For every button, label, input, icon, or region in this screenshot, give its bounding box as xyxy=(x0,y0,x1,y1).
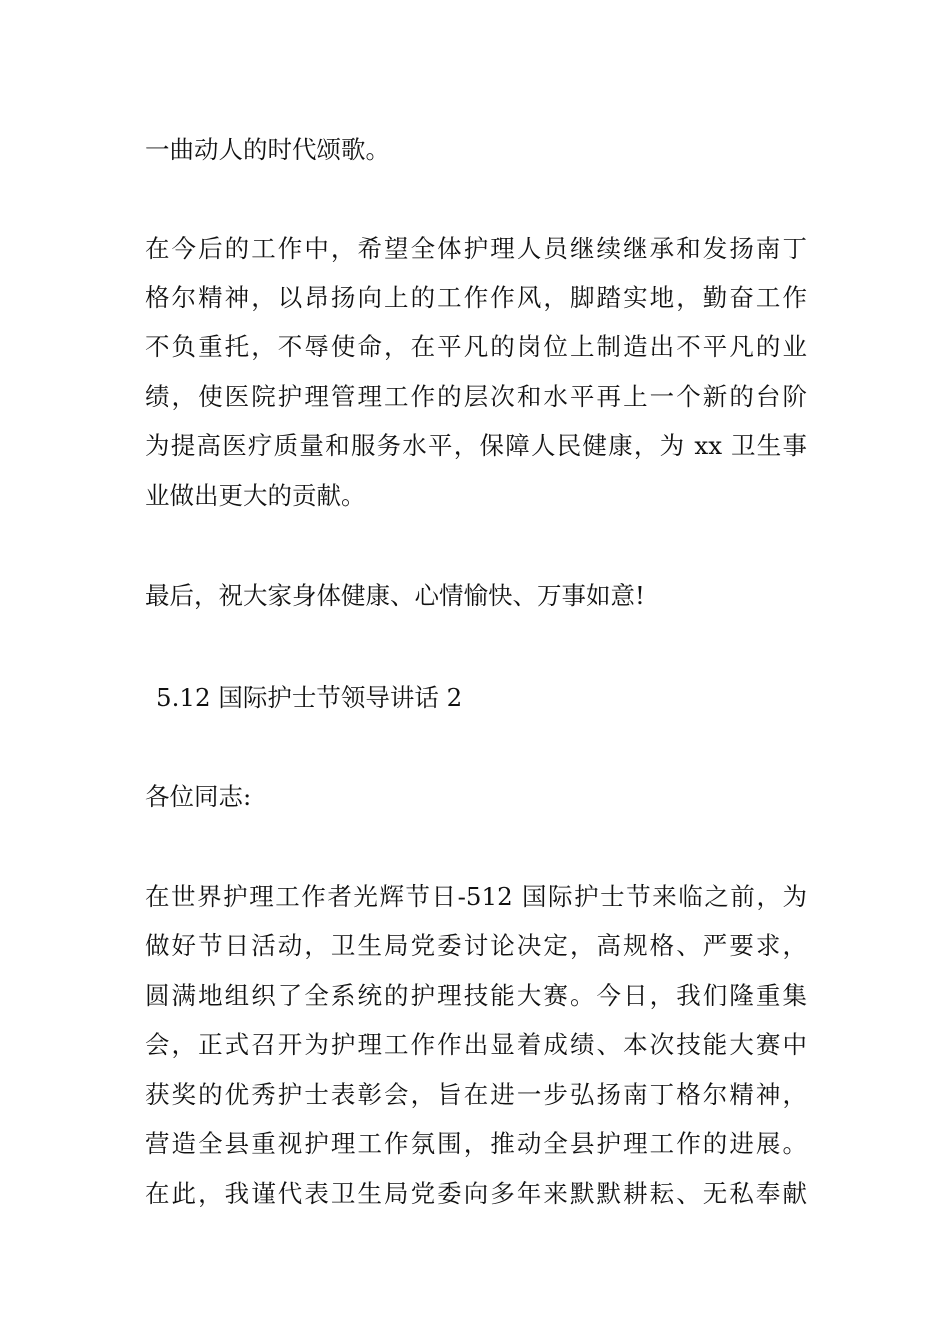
paragraph-hope-line-5: 为提高医疗质量和服务水平，保障人民健康，为 xx 卫生事 xyxy=(145,431,807,460)
paragraph-speech-line-3: 圆满地组织了全系统的护理技能大赛。今日，我们隆重集 xyxy=(145,981,807,1010)
paragraph-speech-line-1: 在世界护理工作者光辉节日-512 国际护士节来临之前，为 xyxy=(145,882,807,911)
paragraph-closing-line: 一曲动人的时代颂歌。 xyxy=(145,135,390,164)
paragraph-hope-line-2: 格尔精神，以昂扬向上的工作作风，脚踏实地，勤奋工作 xyxy=(145,283,807,312)
paragraph-speech-line-4: 会，正式召开为护理工作作出显着成绩、本次技能大赛中 xyxy=(145,1030,807,1059)
paragraph-hope-line-4: 绩，使医院护理管理工作的层次和水平再上一个新的台阶 xyxy=(145,382,807,411)
paragraph-speech-line-2: 做好节日活动，卫生局党委讨论决定，高规格、严要求， xyxy=(145,931,807,960)
paragraph-wishes: 最后，祝大家身体健康、心情愉快、万事如意! xyxy=(145,581,645,610)
paragraph-speech-line-5: 获奖的优秀护士表彰会，旨在进一步弘扬南丁格尔精神， xyxy=(145,1080,807,1109)
paragraph-speech-line-7: 在此，我谨代表卫生局党委向多年来默默耕耘、无私奉献 xyxy=(145,1179,807,1208)
section-heading: 5.12 国际护士节领导讲话 2 xyxy=(156,683,463,712)
paragraph-hope-line-3: 不负重托，不辱使命，在平凡的岗位上制造出不平凡的业 xyxy=(145,332,807,361)
paragraph-hope-line-6: 业做出更大的贡献。 xyxy=(145,481,366,510)
paragraph-hope-line-1: 在今后的工作中，希望全体护理人员继续继承和发扬南丁 xyxy=(145,234,807,263)
salutation: 各位同志: xyxy=(145,782,252,811)
paragraph-speech-line-6: 营造全县重视护理工作氛围，推动全县护理工作的进展。 xyxy=(145,1129,807,1158)
